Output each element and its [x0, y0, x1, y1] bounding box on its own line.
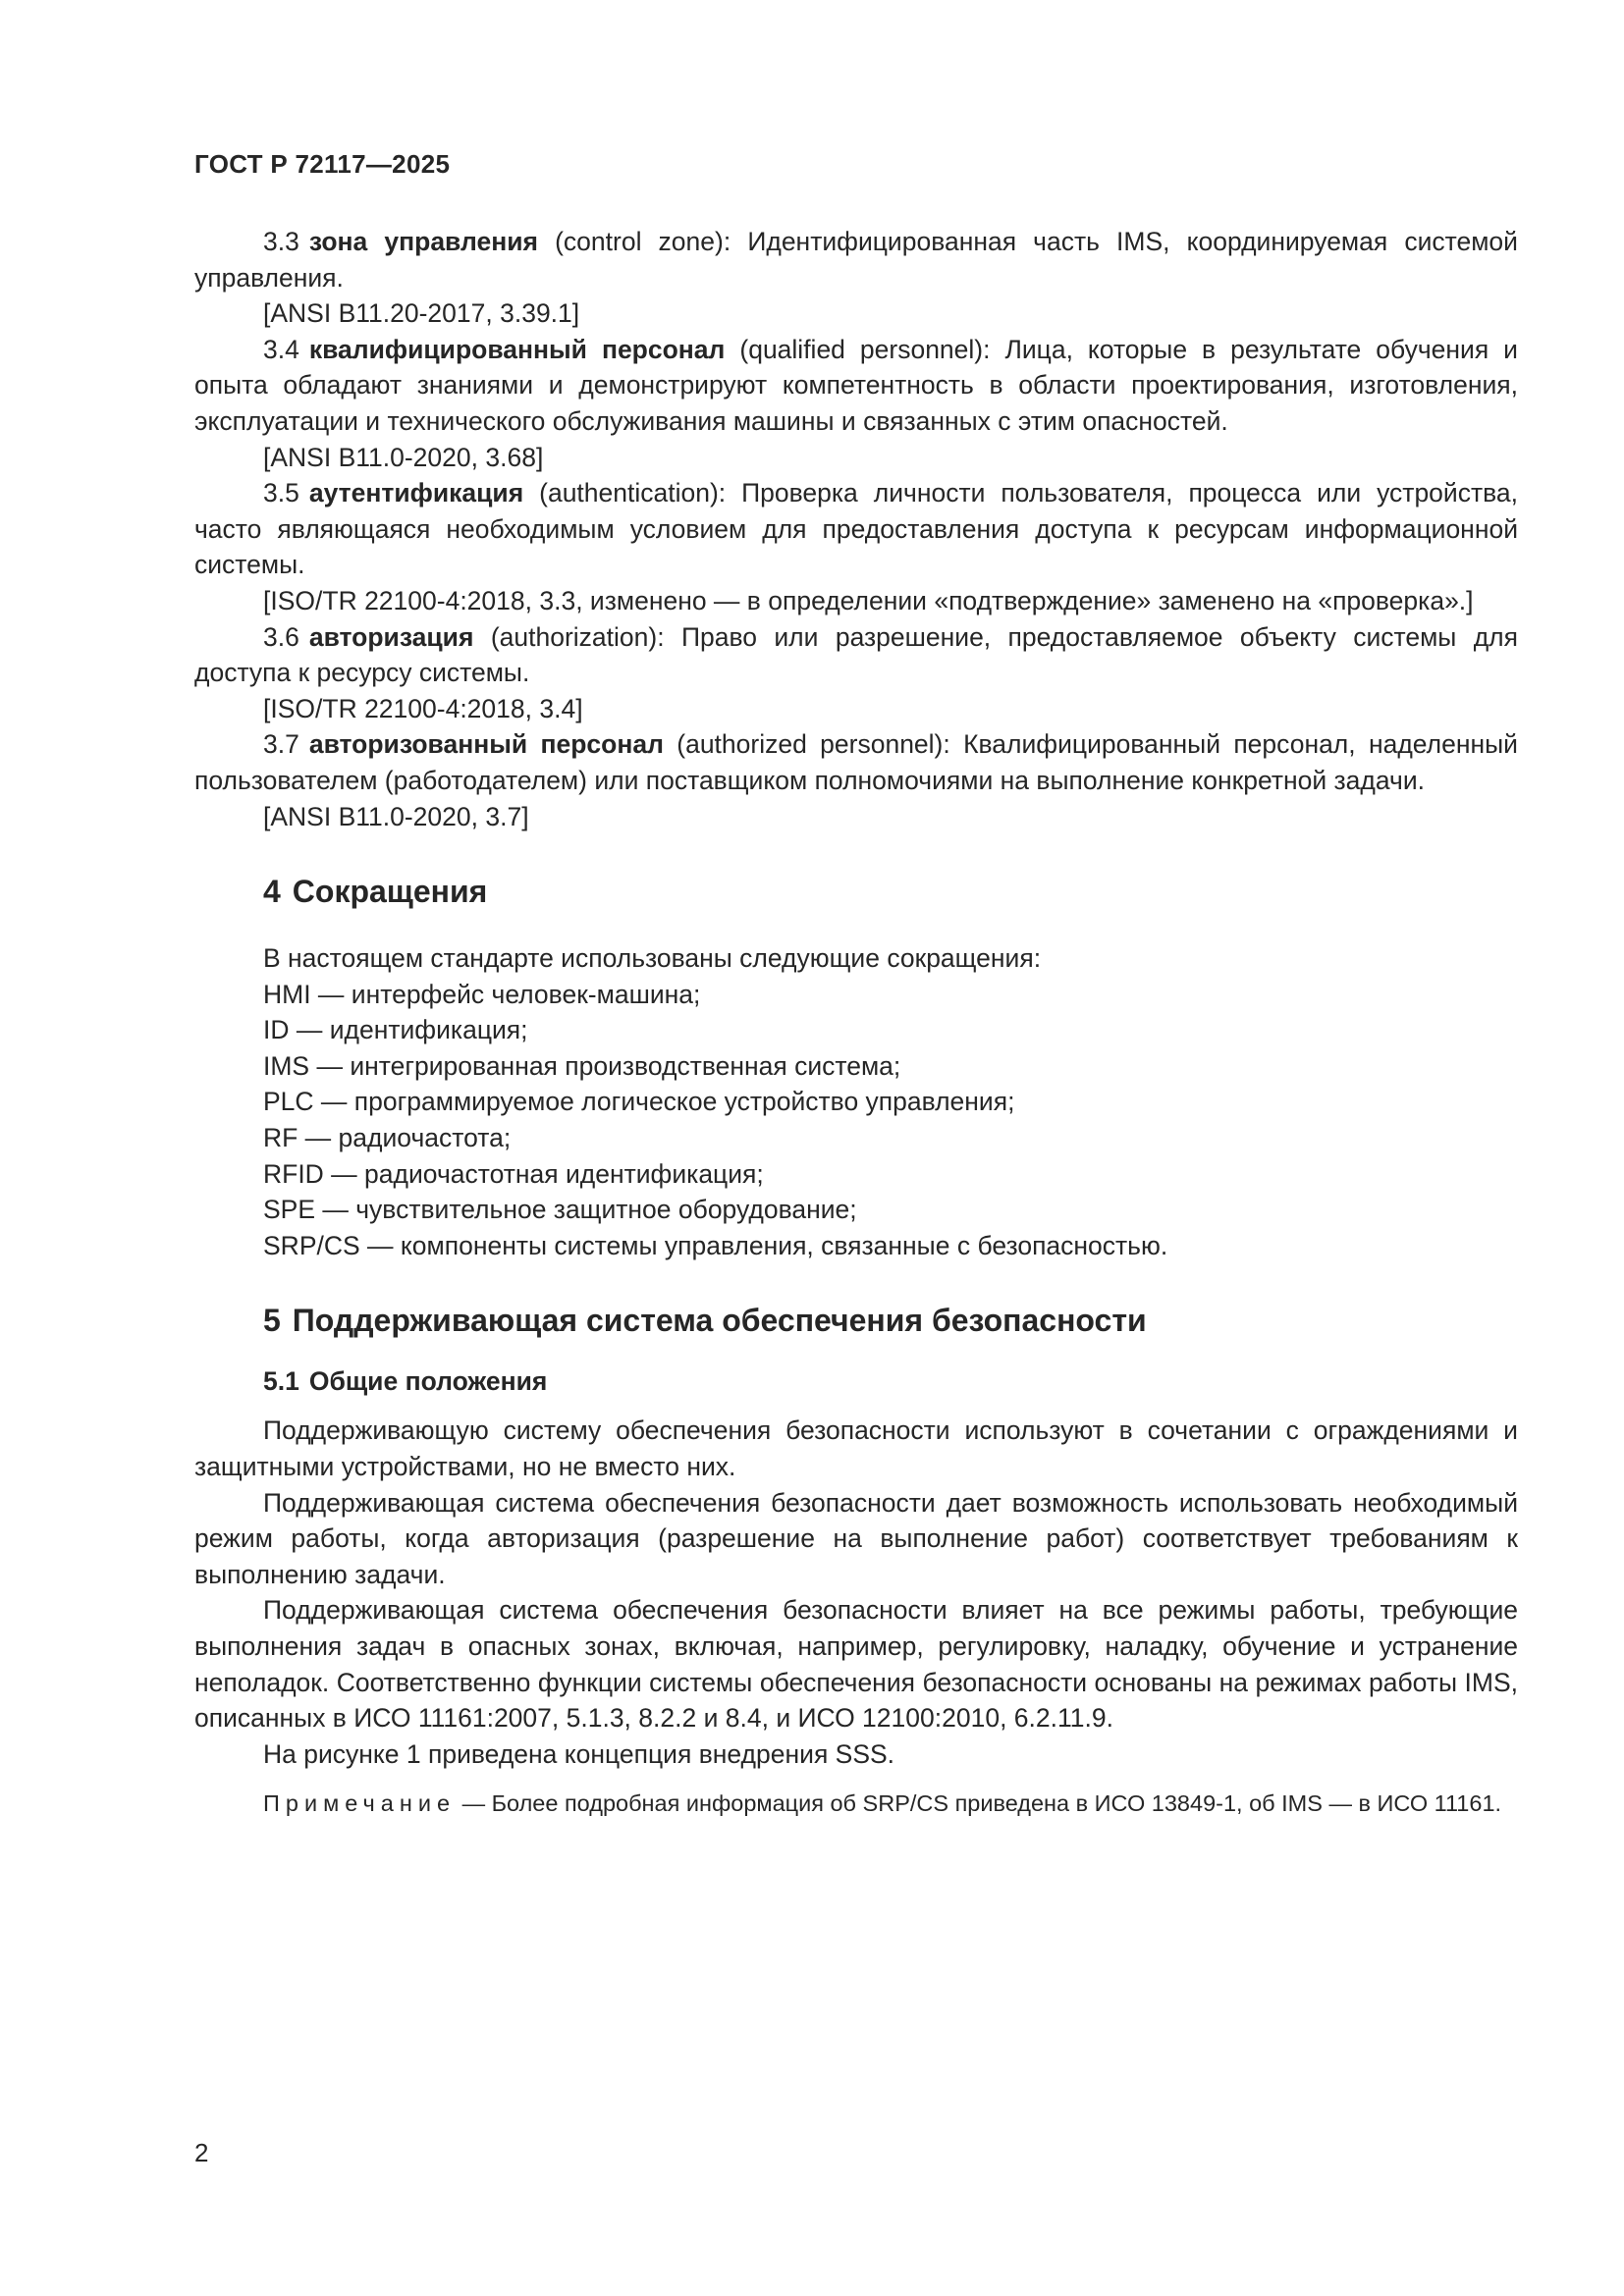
term-name: зона управления: [308, 227, 538, 256]
term-entry: [194, 332, 1518, 440]
abbreviation-item: IMS — интегрированная производственная система;: [263, 1050, 901, 1081]
section-number: 4: [263, 874, 281, 910]
term-entry: [194, 619, 1518, 691]
section-title: Сокращения: [292, 874, 488, 910]
term-number: 3.7: [263, 729, 299, 760]
term-entry: [194, 475, 1518, 583]
term-reference: [ANSI B11.0-2020, 3.68]: [263, 442, 544, 472]
abbreviation-item: ID — идентификация;: [263, 1015, 528, 1045]
page-content: [194, 224, 1518, 1819]
note-label: Примечание: [263, 1790, 457, 1817]
term-reference: [ANSI B11.20-2017, 3.39.1]: [263, 298, 580, 329]
term-definition: (authorized personnel): Квалифицированный персонал, наделенный пользователем (работодателем) или поставщиком полномочиями на выполнение конкретной задачи.: [194, 729, 1518, 795]
body-paragraph: Поддерживающую систему обеспечения безопасности используют в сочетании с ограждениями и защитными устройствами, но не вместо них.: [194, 1415, 1518, 1482]
term-number: 3.5: [263, 478, 299, 508]
term-reference: [ISO/TR 22100-4:2018, 3.3, изменено — в определении «подтверждение» заменено на «проверка».]: [263, 585, 1474, 615]
term-number: 3.4: [263, 334, 299, 364]
term-reference: [ISO/TR 22100-4:2018, 3.4]: [263, 693, 583, 723]
term-entry: [194, 726, 1518, 798]
term-entry: [194, 224, 1518, 295]
term-definition: (qualified personnel): Лица, которые в результате обучения и опыта обладают знаниями и демонстрируют компетентность в области проектирования, изготовления, эксплуатации и технического обслуживания машины и связанных с этим опасностей.: [194, 334, 1518, 436]
abbreviation-item: RF — радиочастота;: [263, 1123, 512, 1153]
section-heading: [263, 872, 1518, 911]
body-paragraph: Поддерживающая система обеспечения безопасности влияет на все режимы работы, требующие выполнения задач в опасных зонах, включая, например, регулировку, наладку, обучение и устранение неполадок. Соответственно функции системы обеспечения безопасности основаны на режимах работы IMS, описанных в ИСО 11161:2007, 5.1.3, 8.2.2 и 8.4, и ИСО 12100:2010, 6.2.11.9.: [194, 1595, 1518, 1734]
term-number: 3.3: [263, 227, 299, 256]
subsection-number: 5.1: [263, 1366, 299, 1397]
term-definition: (authentication): Проверка личности пользователя, процесса или устройства, часто являющаяся необходимым условием для предоставления доступа к ресурсам информационной системы.: [194, 478, 1518, 580]
abbreviation-item: SRP/CS — компоненты системы управления, связанные с безопасностью.: [263, 1230, 1168, 1260]
term-definition: (authorization): Право или разрешение, предоставляемое объекту системы для доступа к ресурсу системы.: [194, 621, 1518, 688]
page-number: 2: [194, 2138, 209, 2167]
subsection-title: Общие положения: [308, 1366, 548, 1397]
term-number: 3.6: [263, 621, 299, 652]
note: [194, 1788, 1518, 1819]
term-reference: [ANSI B11.0-2020, 3.7]: [263, 801, 529, 831]
body-paragraph: Поддерживающая система обеспечения безопасности дает возможность использовать необходимый режим работы, когда авторизация (разрешение на выполнение работ) соответствует требованиям к выполнению задачи.: [194, 1487, 1518, 1589]
section-heading: [263, 1301, 1518, 1340]
term-name: квалифицированный персонал: [308, 334, 726, 364]
note-text: — Более подробная информация об SRP/CS приведена в ИСО 13849-1, об IMS — в ИСО 11161.: [461, 1790, 1502, 1817]
term-name: авторизованный персонал: [308, 729, 664, 760]
subsection-heading: [263, 1363, 1518, 1399]
abbreviation-item: SPE — чувствительное защитное оборудование;: [263, 1195, 857, 1225]
section-number: 5: [263, 1303, 281, 1339]
abbreviation-item: HMI — интерфейс человек-машина;: [263, 979, 701, 1009]
term-name: аутентификация: [308, 478, 524, 508]
document-id: ГОСТ Р 72117—2025: [194, 149, 451, 179]
body-paragraph: На рисунке 1 приведена концепция внедрения SSS.: [263, 1738, 895, 1769]
term-definition: (control zone): Идентифицированная часть IMS, координируемая системой управления.: [194, 227, 1518, 293]
abbreviation-item: PLC — программируемое логическое устройство управления;: [263, 1087, 1015, 1117]
abbreviation-item: RFID — радиочастотная идентификация;: [263, 1158, 764, 1189]
term-name: авторизация: [308, 621, 474, 652]
abbreviations-intro: В настоящем стандарте использованы следующие сокращения:: [263, 943, 1042, 974]
section-title: Поддерживающая система обеспечения безопасности: [292, 1303, 1147, 1339]
abbreviations-list: [194, 977, 1518, 1264]
